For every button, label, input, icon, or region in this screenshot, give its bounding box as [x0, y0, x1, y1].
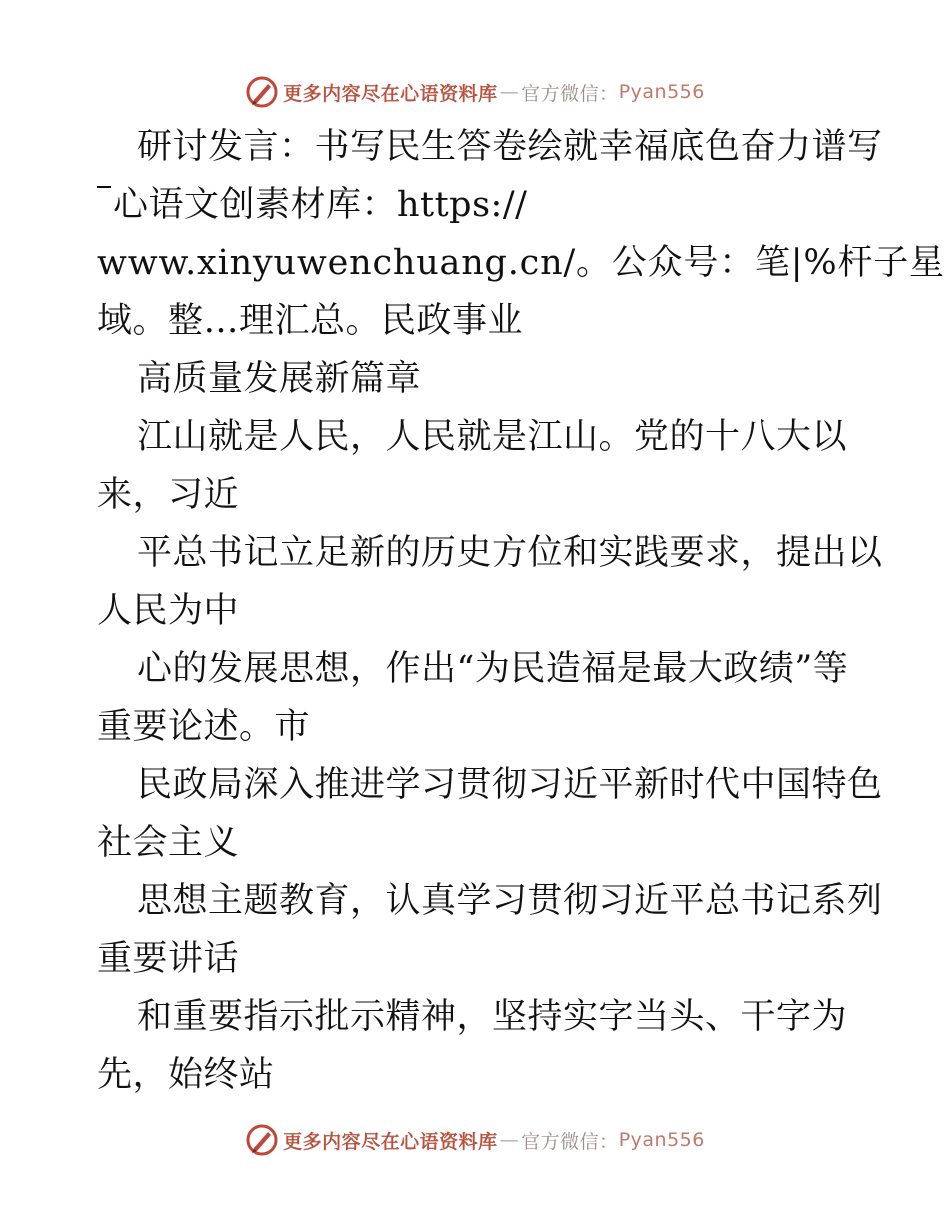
text-line: 人民为中 [97, 591, 240, 631]
pen-logo-icon [245, 75, 279, 109]
document-title: 研讨发言：书写民生答卷绘就幸福底色奋力谱写 [137, 127, 883, 167]
watermark-brand: 更多内容尽在心语资料库 [283, 1130, 498, 1153]
text-line: 江山就是人民，人民就是江山。党的十八大以 [137, 417, 848, 457]
footer-watermark [0, 1120, 950, 1160]
text-line: 平总书记立足新的历史方位和实践要求，提出以 [137, 533, 883, 573]
text-line: 和重要指示批示精神，坚持实字当头、干字为 [137, 997, 848, 1037]
watermark-handle: Pyan556 [618, 1129, 705, 1151]
stray-mark [97, 186, 111, 188]
text-line [97, 176, 887, 234]
text-line: 思想主题教育，认真学习贯彻习近平总书记系列 [137, 881, 883, 921]
watermark-brand: 更多内容尽在心语资料库 [283, 82, 498, 105]
text-line: 重要讲话 [97, 939, 240, 979]
text-line: 心的发展思想，作出“为民造福是最大政绩”等 [137, 649, 849, 689]
text-line: 域。整…理汇总。民政事业 [97, 301, 524, 341]
text-line: 来，习近 [97, 475, 240, 515]
text-line: 先，始终站 [97, 1055, 275, 1095]
watermark-handle: Pyan556 [618, 81, 705, 103]
watermark-dash: — [499, 81, 520, 103]
pen-logo-icon [245, 1123, 279, 1157]
watermark-label: 官方微信： [521, 1130, 619, 1153]
document-body [97, 118, 945, 1104]
text-line: 重要论述。市 [97, 707, 311, 747]
text-line: 民政局深入推进学习贯彻习近平新时代中国特色 [137, 765, 883, 805]
text-line: 社会主义 [97, 823, 240, 863]
text-line: www.xinyuwenchuang.cn/。公众号：笔|%杆子星 [97, 243, 945, 283]
source-line: 心语文创素材库：https:// [113, 185, 528, 225]
watermark-dash: — [499, 1129, 520, 1151]
header-watermark [0, 72, 950, 112]
subtitle-line: 高质量发展新篇章 [137, 359, 422, 399]
watermark-label: 官方微信： [521, 82, 619, 105]
